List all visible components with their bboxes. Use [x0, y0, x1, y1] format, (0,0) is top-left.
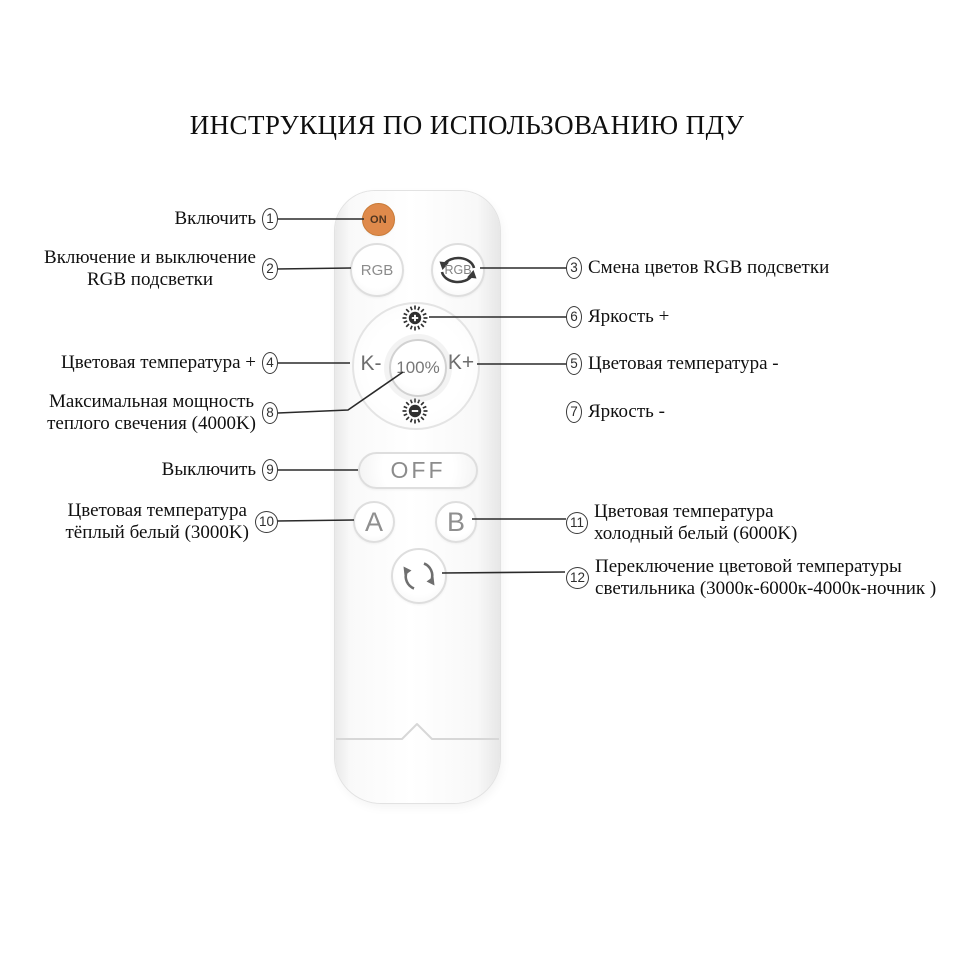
callout-4-text: Цветовая температура +	[61, 352, 256, 373]
callout-10: Цветовая температура тёплый белый (3000K) 10	[66, 500, 279, 544]
callout-2: Включение и выключение RGB подсветки 2	[44, 247, 278, 291]
callout-8-text: Максимальная мощность	[48, 391, 255, 412]
page-title: ИНСТРУКЦИЯ ПО ИСПОЛЬЗОВАНИЮ ПДУ	[189, 110, 745, 140]
k-minus-label: K-	[360, 352, 382, 375]
preset-b-button: B	[435, 501, 477, 543]
callout-9-number: 9	[262, 459, 278, 481]
callout-10-number: 10	[255, 511, 278, 533]
rgb-color-change-button	[431, 243, 485, 297]
callout-6-number: 6	[566, 306, 582, 328]
rgb-cycle-label: RGB	[444, 263, 472, 277]
preset-a-button: A	[353, 501, 395, 543]
callout-1-text: Включить	[174, 208, 256, 229]
callout-3-text: Смена цветов RGB подсветки	[588, 257, 830, 278]
callout-6	[566, 306, 669, 328]
callout-3-number: 3	[566, 257, 582, 279]
callout-4	[61, 352, 278, 374]
callout-2-text: Включение и выключение	[44, 247, 256, 268]
callout-9-text: Выключить	[161, 459, 256, 480]
callout-8-number: 8	[262, 402, 278, 424]
on-button: ON	[362, 203, 395, 236]
callout-8: Максимальная мощность теплого свечения (4000K) 8	[47, 391, 278, 435]
callout-11-text: Цветовая температура	[594, 501, 774, 522]
callout-12: 12 Переключение цветовой температуры светильника (3000к-6000к-4000к-ночник )	[566, 556, 936, 600]
callout-11: 11 Цветовая температура холодный белый (6000K)	[566, 501, 797, 545]
callout-5	[566, 353, 779, 375]
sun-minus-icon	[401, 397, 429, 430]
callout-10-text: Цветовая температура	[67, 500, 247, 521]
callout-12-number: 12	[566, 567, 589, 589]
temperature-cycle-button	[391, 548, 447, 604]
callout-7-number: 7	[566, 401, 582, 423]
callout-7	[566, 401, 665, 423]
callout-1-number: 1	[262, 208, 278, 230]
callout-7-text: Яркость -	[588, 401, 665, 422]
callout-2-number: 2	[262, 258, 278, 280]
callout-12-text: Переключение цветовой температуры	[595, 556, 902, 577]
sun-plus-icon	[401, 304, 429, 337]
callout-11-number: 11	[566, 512, 588, 534]
off-button: OFF	[358, 452, 478, 489]
callout-5-number: 5	[566, 353, 582, 375]
k-plus-label: K+	[447, 351, 475, 374]
callout-6-text: Яркость +	[588, 306, 670, 327]
callout-4-number: 4	[262, 352, 278, 374]
rgb-toggle-button: RGB	[350, 243, 404, 297]
callout-5-text: Цветовая температура -	[588, 353, 779, 374]
callout-1	[174, 208, 278, 230]
callout-9	[162, 459, 278, 481]
brightness-100-button: 100%	[389, 339, 447, 397]
cycle-arrows-icon	[393, 550, 445, 602]
callout-3	[566, 257, 829, 279]
